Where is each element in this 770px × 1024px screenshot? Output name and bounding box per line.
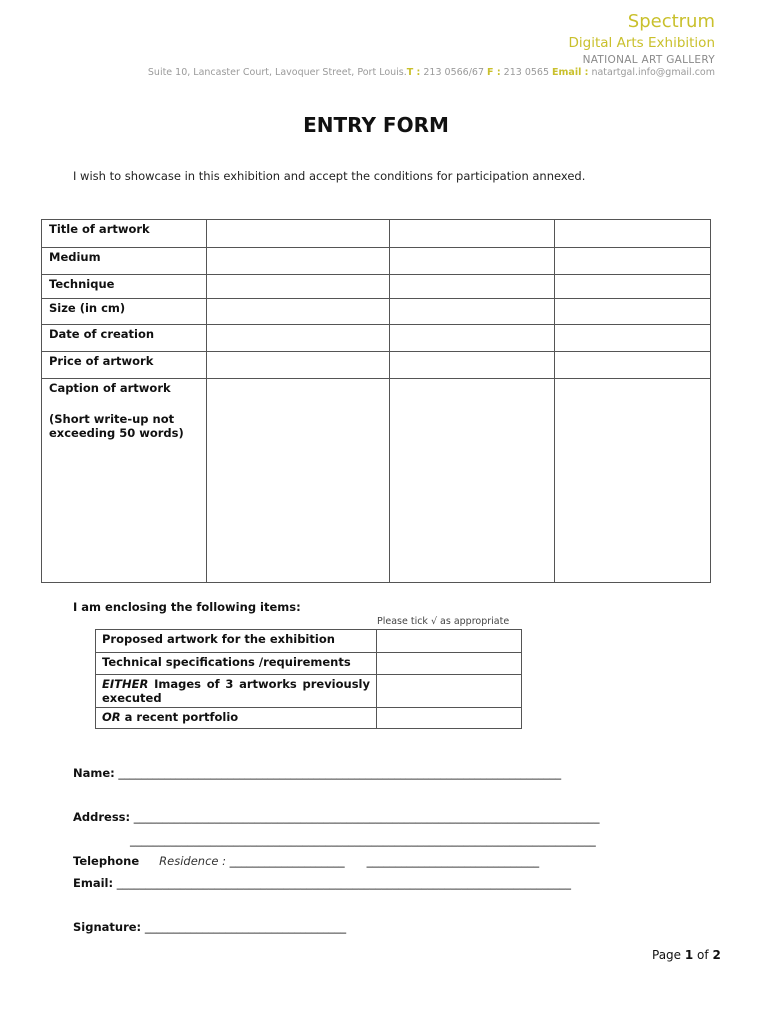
telephone-field bbox=[73, 854, 539, 868]
artwork-details-table bbox=[41, 219, 711, 583]
caption-label-cell bbox=[42, 379, 207, 583]
name-label: Name: bbox=[73, 766, 115, 780]
entry-cell[interactable] bbox=[555, 325, 711, 352]
intro-statement: I wish to showcase in this exhibition and accept the conditions for participation annexed. bbox=[73, 169, 586, 183]
enclosure-item-text: a recent portfolio bbox=[120, 710, 239, 724]
or-label: OR bbox=[102, 710, 121, 724]
entry-cell[interactable] bbox=[207, 325, 390, 352]
entry-cell[interactable] bbox=[207, 275, 390, 299]
entry-cell[interactable] bbox=[390, 275, 555, 299]
row-label: Title of artwork bbox=[42, 220, 207, 248]
entry-cell[interactable] bbox=[390, 220, 555, 248]
enclosures-title: I am enclosing the following items: bbox=[73, 600, 301, 614]
signature-label: Signature: bbox=[73, 920, 142, 934]
entry-cell[interactable] bbox=[207, 220, 390, 248]
brand-title: Spectrum bbox=[627, 11, 715, 32]
entry-cell[interactable] bbox=[555, 379, 711, 583]
tick-box[interactable] bbox=[377, 630, 522, 653]
signature-field[interactable] bbox=[73, 920, 346, 934]
entry-cell[interactable] bbox=[390, 325, 555, 352]
tel-number: 213 0566/67 bbox=[420, 67, 488, 78]
entry-cell[interactable] bbox=[207, 379, 390, 583]
row-label: Size (in cm) bbox=[42, 299, 207, 325]
row-label: Technique bbox=[42, 275, 207, 299]
tick-box[interactable] bbox=[377, 653, 522, 675]
either-label: EITHER bbox=[102, 677, 149, 691]
exhibition-subtitle: Digital Arts Exhibition bbox=[568, 35, 715, 51]
email-address: natartgal.info@gmail.com bbox=[588, 67, 715, 78]
row-label: Price of artwork bbox=[42, 352, 207, 379]
row-label: Caption of artwork bbox=[49, 381, 171, 395]
entry-cell[interactable] bbox=[390, 248, 555, 275]
name-field[interactable] bbox=[73, 766, 561, 780]
email-line[interactable]: _______________________________________________________________________________ bbox=[113, 876, 571, 890]
entry-cell[interactable] bbox=[555, 352, 711, 379]
telephone-label: Telephone bbox=[73, 854, 140, 868]
enclosure-item bbox=[96, 675, 377, 708]
table-row bbox=[42, 352, 711, 379]
gallery-name: NATIONAL ART GALLERY bbox=[582, 54, 715, 66]
table-row bbox=[96, 675, 522, 708]
table-row bbox=[42, 379, 711, 583]
table-row bbox=[42, 220, 711, 248]
email-field[interactable] bbox=[73, 876, 571, 890]
enclosures-table bbox=[95, 629, 522, 729]
row-label: Medium bbox=[42, 248, 207, 275]
form-title: ENTRY FORM bbox=[303, 113, 449, 137]
telephone-line-2[interactable]: ______________________________ bbox=[366, 854, 540, 868]
table-row bbox=[96, 708, 522, 729]
postal-address: Suite 10, Lancaster Court, Lavoquer Street, Port Louis. bbox=[147, 67, 407, 78]
contact-line bbox=[148, 67, 715, 78]
enclosure-item bbox=[96, 708, 377, 729]
fax-number: 213 0565 bbox=[500, 67, 553, 78]
tick-instruction: Please tick √ as appropriate bbox=[377, 616, 510, 627]
tel-label: T : bbox=[406, 67, 421, 78]
page-number bbox=[652, 948, 721, 962]
entry-cell[interactable] bbox=[390, 299, 555, 325]
enclosure-item: Proposed artwork for the exhibition bbox=[96, 630, 377, 653]
address-label: Address: bbox=[73, 810, 131, 824]
entry-cell[interactable] bbox=[390, 379, 555, 583]
entry-cell[interactable] bbox=[555, 248, 711, 275]
page-current: 1 bbox=[684, 948, 694, 962]
page-word: Page bbox=[652, 948, 685, 962]
fax-label: F : bbox=[487, 67, 501, 78]
email-label: Email : bbox=[552, 67, 589, 78]
entry-cell[interactable] bbox=[207, 352, 390, 379]
enclosure-item: Technical specifications /requirements bbox=[96, 653, 377, 675]
entry-cell[interactable] bbox=[555, 275, 711, 299]
enclosure-item-text: Images of 3 artworks previously executed bbox=[102, 677, 370, 705]
signature-line[interactable]: ___________________________________ bbox=[141, 920, 347, 934]
address-line[interactable]: _________________________________________________________________________________ bbox=[130, 810, 600, 824]
table-row bbox=[42, 325, 711, 352]
entry-cell[interactable] bbox=[207, 299, 390, 325]
tick-box[interactable] bbox=[377, 708, 522, 729]
table-row bbox=[96, 630, 522, 653]
name-line[interactable]: _____________________________________________________________________________ bbox=[114, 766, 562, 780]
caption-note: (Short write-up not bbox=[49, 412, 175, 426]
table-row bbox=[42, 299, 711, 325]
entry-cell[interactable] bbox=[555, 220, 711, 248]
address-line-2[interactable]: _________________________________________________________________________________ bbox=[130, 833, 596, 847]
table-row bbox=[42, 275, 711, 299]
entry-cell[interactable] bbox=[207, 248, 390, 275]
row-label: Date of creation bbox=[42, 325, 207, 352]
table-row bbox=[42, 248, 711, 275]
entry-cell[interactable] bbox=[390, 352, 555, 379]
table-row bbox=[96, 653, 522, 675]
email-field-label: Email: bbox=[73, 876, 114, 890]
tick-box[interactable] bbox=[377, 675, 522, 708]
residence-line[interactable]: ____________________ bbox=[226, 854, 345, 868]
page-total: 2 bbox=[712, 948, 721, 962]
address-field[interactable] bbox=[73, 810, 600, 824]
entry-cell[interactable] bbox=[555, 299, 711, 325]
page-of: of bbox=[693, 948, 713, 962]
residence-label: Residence : bbox=[159, 854, 227, 868]
caption-note: exceeding 50 words) bbox=[49, 426, 184, 440]
